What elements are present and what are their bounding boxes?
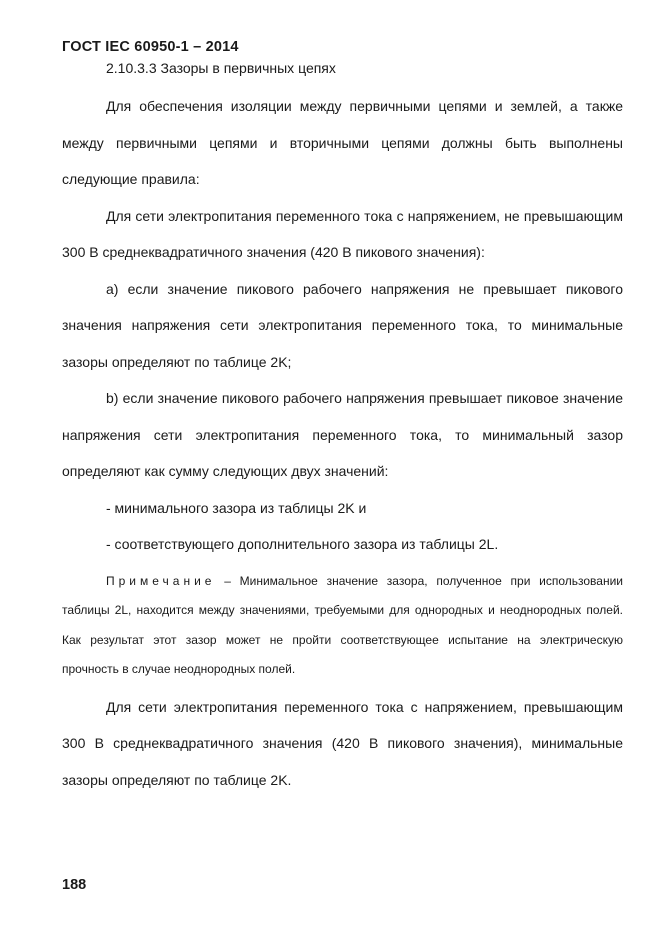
note-text: – Минимальное значение зазора, полученное при использовании таблицы 2L, находится между значениями, требуемыми для однородных и неоднородных полей. Как результат этот зазор может не пройти соответствующее испытание на электрическую прочность в случае неоднородных полей.: [62, 573, 623, 676]
paragraph-ac-supply-over-300v: Для сети электропитания переменного тока с напряжением, превышающим 300 В среднеквадратичного значения (420 В пикового значения), минимальные зазоры определяют по таблице 2K.: [62, 698, 623, 788]
list-item-additional-clearance: - соответствующего дополнительного зазора из таблицы 2L.: [106, 536, 499, 552]
document-header: ГОСТ IEC 60950-1 – 2014: [62, 39, 239, 55]
paragraph-item-b: b) если значение пикового рабочего напряжения превышает пиковое значение напряжения сети электропитания переменного тока, то минимальный зазор определяют как сумму следующих двух значений:: [62, 390, 623, 479]
note-label: Примечание: [106, 573, 216, 588]
note: [62, 567, 623, 685]
page-number: 188: [62, 877, 87, 893]
paragraph-item-a: a) если значение пикового рабочего напряжения не превышает пикового значения напряжения сети электропитания переменного тока, то минимальные зазоры определяют по таблице 2K;: [62, 280, 623, 370]
document-body: [62, 88, 623, 798]
section-title: 2.10.3.3 Зазоры в первичных цепях: [106, 60, 336, 76]
paragraph-ac-supply-up-to-300v: Для сети электропитания переменного тока с напряжением, не превышающим 300 В среднеквадратичного значения (420 В пикового значения):: [62, 207, 623, 260]
paragraph-intro: Для обеспечения изоляции между первичными цепями и землей, а также между первичными цепями и вторичными цепями должны быть выполнены следующие правила:: [62, 98, 623, 187]
list-item-min-clearance: - минимального зазора из таблицы 2K и: [106, 499, 367, 516]
